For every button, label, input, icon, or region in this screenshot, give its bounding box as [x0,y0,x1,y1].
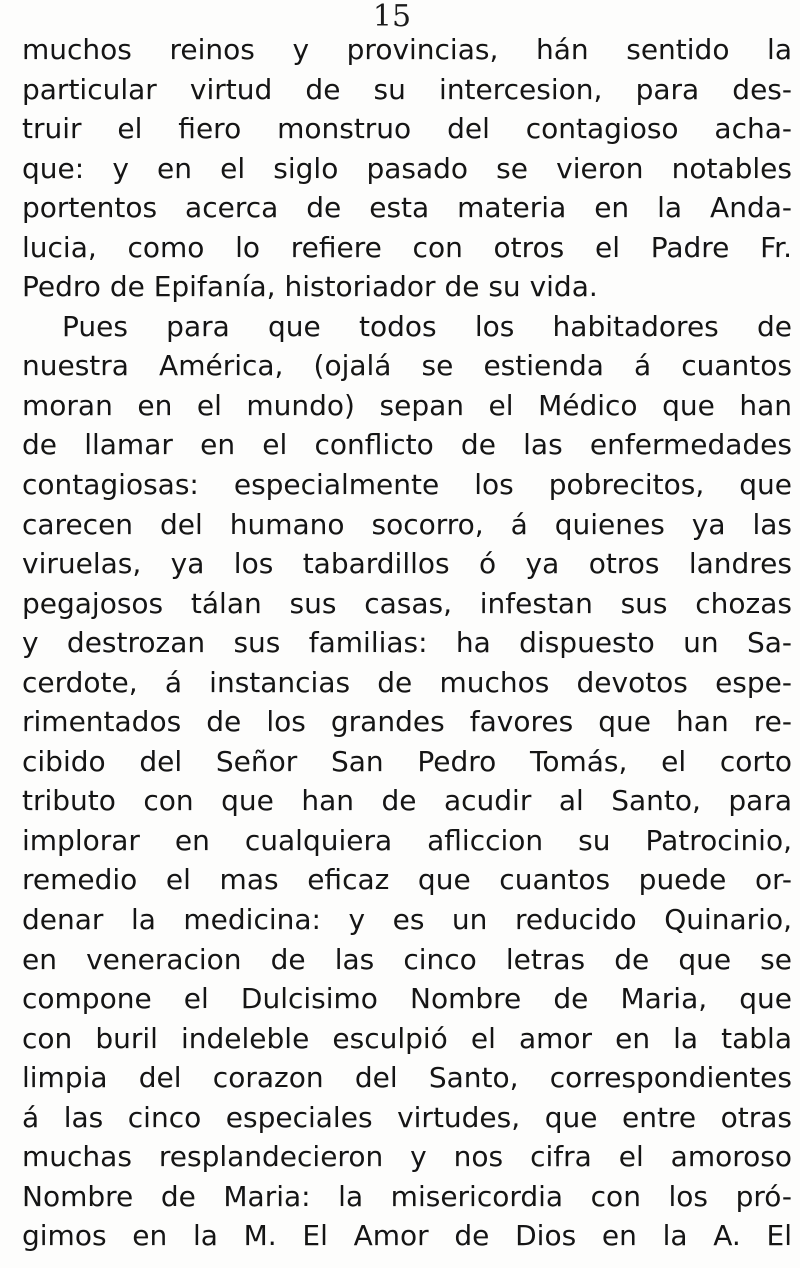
text-line: rimentados de los grandes favores que han re- [22,705,792,739]
text-line: lucia, como lo refiere con otros el Padre Fr. [22,230,792,264]
text-line: nuestra América, (ojalá se estienda á cuantos [22,349,792,383]
text-line: á las cinco especiales virtudes, que entre otras [22,1100,792,1134]
text-line: truir el fiero monstruo del contagioso acha- [22,112,792,146]
text-line: viruelas, ya los tabardillos ó ya otros landres [22,547,792,581]
text-line: muchos reinos y provincias, hán sentido la [22,33,792,66]
text-line: en veneracion de las cinco letras de que se [22,942,792,976]
text-line: cerdote, á instancias de muchos devotos espe- [22,665,792,699]
text-line: Pedro de Epifanía, historiador de su vida. [22,270,598,304]
text-line: carecen del humano socorro, á quienes ya las [22,507,792,541]
text-line: implorar en cualquiera afliccion su Patrocinio, [22,823,792,857]
body-text [22,30,792,1256]
text-line: compone el Dulcisimo Nombre de Maria, que [22,982,792,1016]
text-line: y destrozan sus familias: ha dispuesto un Sa- [22,626,792,660]
text-line: contagiosas: especialmente los pobrecitos, que [22,468,792,502]
text-line: tributo con que han de acudir al Santo, para [22,784,792,818]
text-line: Pues para que todos los habitadores de [62,309,792,343]
text-line: denar la medicina: y es un reducido Quinario, [22,903,792,937]
text-line: muchas resplandecieron y nos cifra el amoroso [22,1140,792,1174]
text-line: de llamar en el conflicto de las enfermedades [22,428,792,462]
text-line: Nombre de Maria: la misericordia con los pró- [22,1179,792,1213]
text-line: pegajosos tálan sus casas, infestan sus chozas [22,586,792,620]
page-number: 15 [372,0,412,34]
text-line: remedio el mas eficaz que cuantos puede or- [22,863,792,897]
text-line: con buril indeleble esculpió el amor en la tabla [22,1021,792,1055]
text-line: portentos acerca de esta materia en la Anda- [22,191,792,225]
text-line: particular virtud de su intercesion, para des- [22,72,792,106]
text-line: que: y en el siglo pasado se vieron notables [22,151,792,185]
text-line: moran en el mundo) sepan el Médico que han [22,388,792,422]
text-line: cibido del Señor San Pedro Tomás, el corto [22,744,792,778]
text-line: limpia del corazon del Santo, correspondientes [22,1061,792,1095]
text-line: gimos en la M. El Amor de Dios en la A. El [22,1219,792,1253]
